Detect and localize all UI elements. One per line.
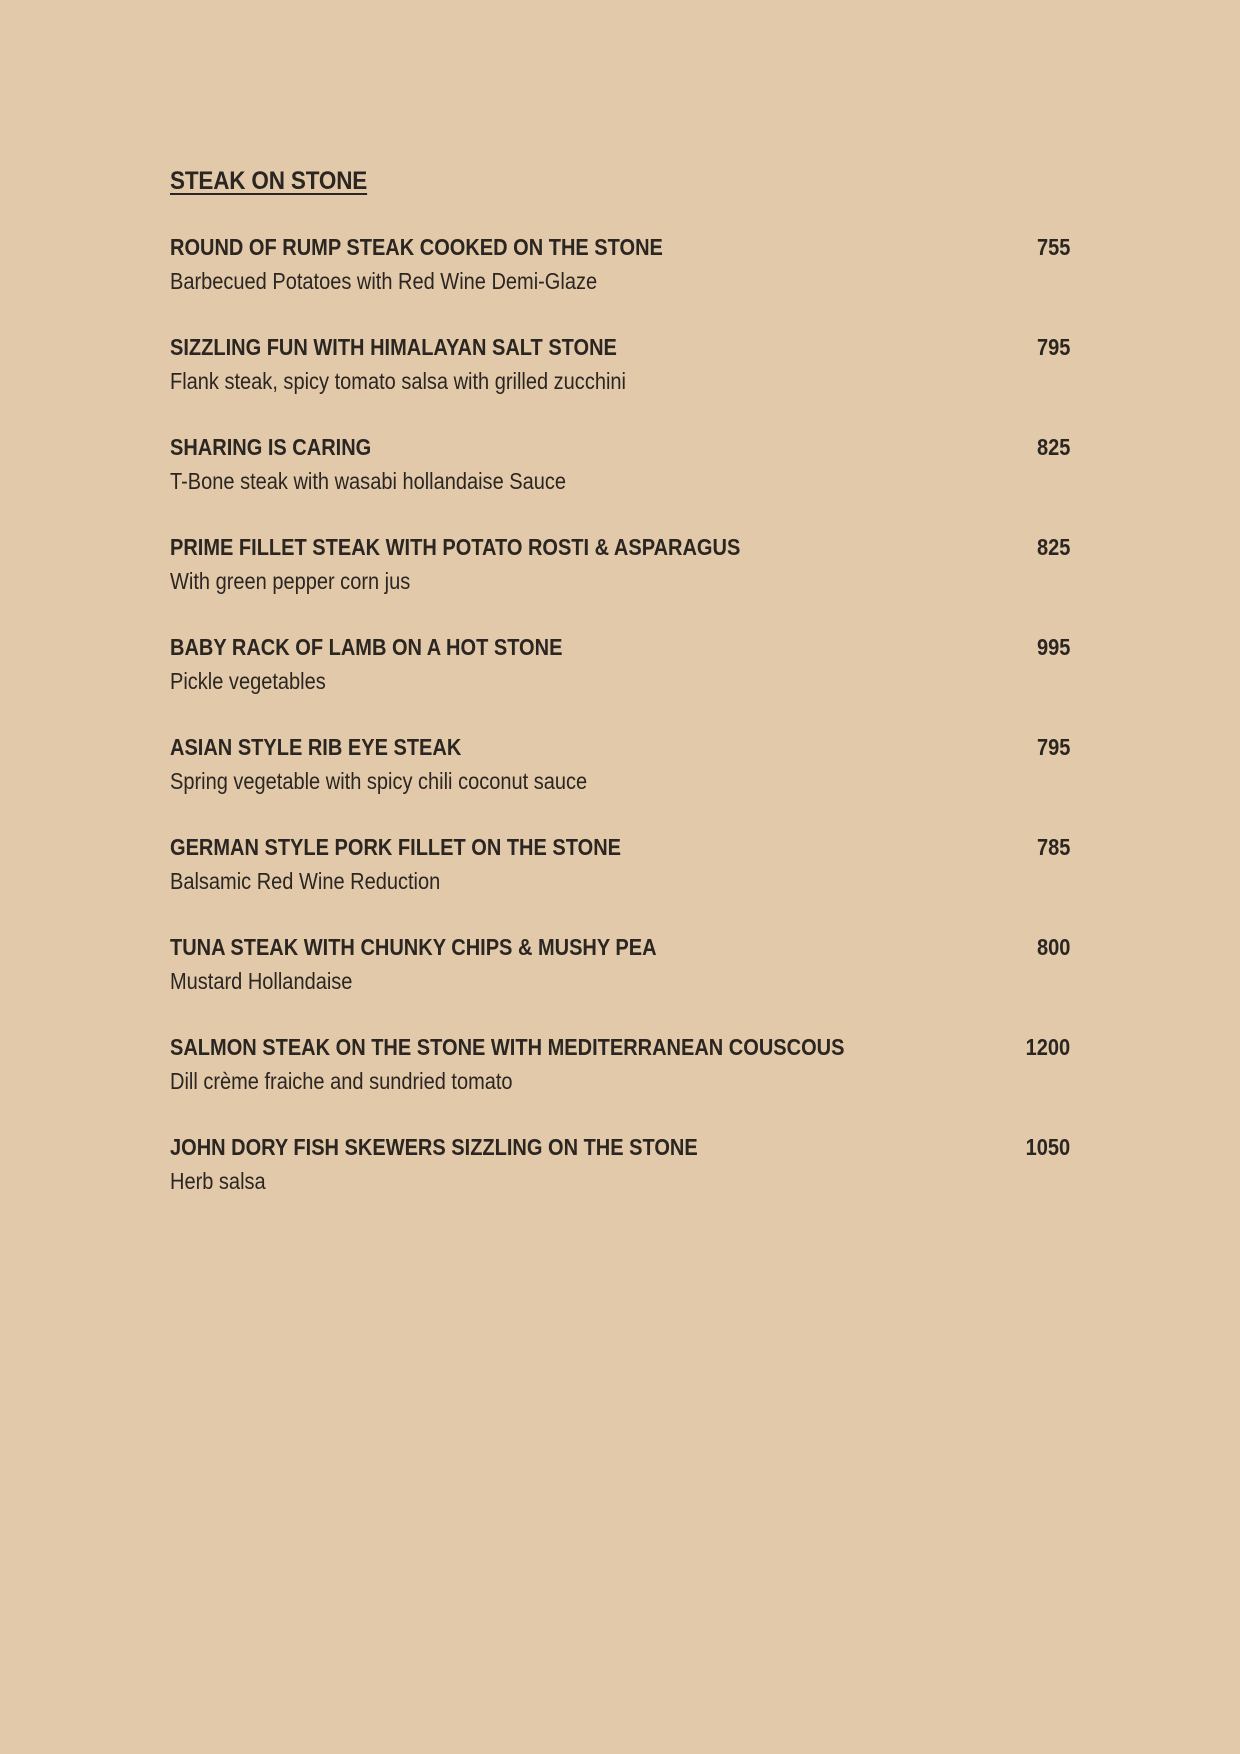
menu-item-header xyxy=(170,530,1070,564)
menu-item-name: GERMAN STYLE PORK FILLET ON THE STONE xyxy=(170,834,621,860)
menu-page xyxy=(170,160,1070,1230)
menu-item-description: T-Bone steak with wasabi hollandaise Sauce xyxy=(170,468,566,494)
menu-item-description: Balsamic Red Wine Reduction xyxy=(170,868,441,894)
menu-item-name: SIZZLING FUN WITH HIMALAYAN SALT STONE xyxy=(170,334,617,360)
menu-item-price: 1050 xyxy=(1025,1134,1070,1160)
menu-item xyxy=(170,430,1070,530)
section-title: STEAK ON STONE xyxy=(170,167,368,195)
menu-item-header xyxy=(170,1130,1070,1164)
menu-item-description: Herb salsa xyxy=(170,1168,266,1194)
menu-item xyxy=(170,330,1070,430)
menu-item-name: TUNA STEAK WITH CHUNKY CHIPS & MUSHY PEA xyxy=(170,934,657,960)
menu-item-header xyxy=(170,730,1070,764)
menu-item-price: 995 xyxy=(1036,634,1070,660)
menu-item-description: Pickle vegetables xyxy=(170,668,326,694)
menu-item-price: 795 xyxy=(1036,734,1070,760)
menu-item-description: Barbecued Potatoes with Red Wine Demi-Glaze xyxy=(170,268,598,294)
menu-item-price: 785 xyxy=(1036,834,1070,860)
menu-item-header xyxy=(170,330,1070,364)
menu-item-header xyxy=(170,430,1070,464)
menu-item-name: SHARING IS CARING xyxy=(170,434,372,460)
menu-item-name: PRIME FILLET STEAK WITH POTATO ROSTI & ASPARAGUS xyxy=(170,534,741,560)
menu-item-header xyxy=(170,230,1070,264)
menu-item xyxy=(170,730,1070,830)
menu-item xyxy=(170,930,1070,1030)
menu-item-name: BABY RACK OF LAMB ON A HOT STONE xyxy=(170,634,563,660)
menu-item-name: SALMON STEAK ON THE STONE WITH MEDITERRANEAN COUSCOUS xyxy=(170,1034,845,1060)
menu-item-description: Flank steak, spicy tomato salsa with grilled zucchini xyxy=(170,368,626,394)
menu-item-name: ROUND OF RUMP STEAK COOKED ON THE STONE xyxy=(170,234,663,260)
menu-item xyxy=(170,530,1070,630)
menu-item-price: 795 xyxy=(1036,334,1070,360)
menu-item-description: Spring vegetable with spicy chili coconut sauce xyxy=(170,768,588,794)
menu-list xyxy=(170,230,1070,1230)
menu-item-name: ASIAN STYLE RIB EYE STEAK xyxy=(170,734,462,760)
menu-item xyxy=(170,830,1070,930)
menu-item xyxy=(170,230,1070,330)
menu-item xyxy=(170,1130,1070,1230)
menu-item-header xyxy=(170,830,1070,864)
menu-item-header xyxy=(170,1030,1070,1064)
menu-item-description: With green pepper corn jus xyxy=(170,568,411,594)
menu-item xyxy=(170,630,1070,730)
menu-item-header xyxy=(170,930,1070,964)
menu-item-price: 1200 xyxy=(1025,1034,1070,1060)
menu-item-description: Dill crème fraiche and sundried tomato xyxy=(170,1068,513,1094)
menu-item xyxy=(170,1030,1070,1130)
menu-item-price: 825 xyxy=(1036,534,1070,560)
menu-item-price: 755 xyxy=(1036,234,1070,260)
menu-item-header xyxy=(170,630,1070,664)
menu-item-price: 825 xyxy=(1036,434,1070,460)
menu-item-price: 800 xyxy=(1036,934,1070,960)
menu-item-description: Mustard Hollandaise xyxy=(170,968,353,994)
menu-item-name: JOHN DORY FISH SKEWERS SIZZLING ON THE STONE xyxy=(170,1134,698,1160)
